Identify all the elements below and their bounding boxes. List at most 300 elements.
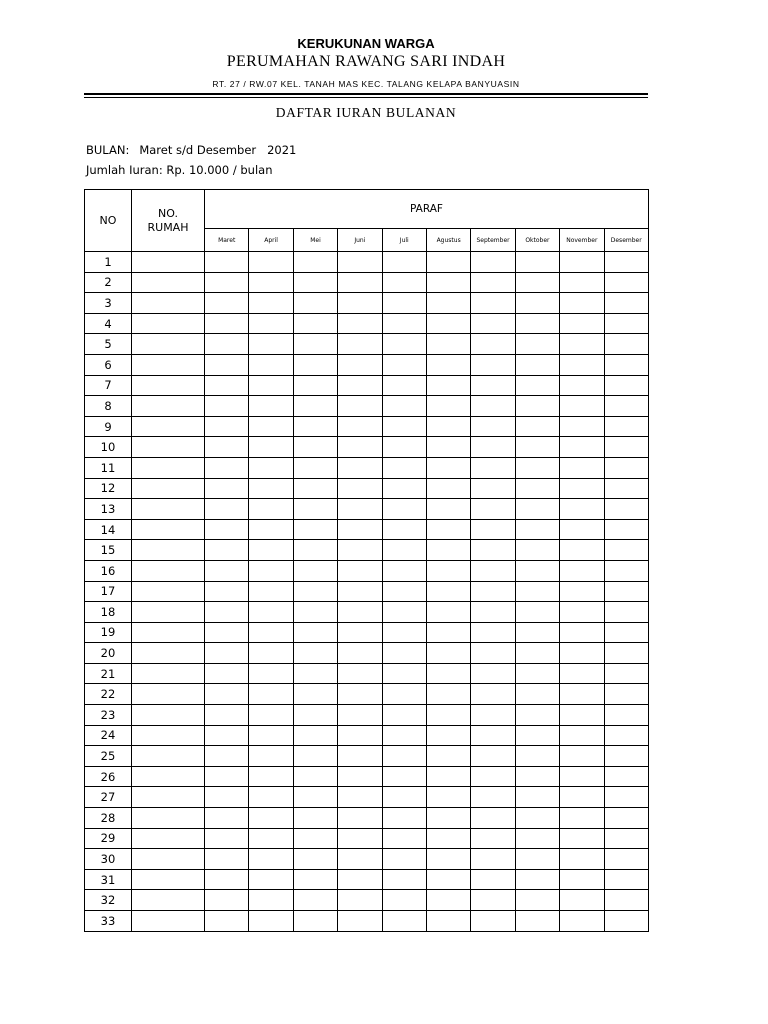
paraf-cell-mei[interactable] [293,828,337,849]
paraf-cell-mei[interactable] [293,705,337,726]
paraf-cell-agustus[interactable] [426,643,470,664]
paraf-cell-desember[interactable] [604,313,648,334]
paraf-cell-november[interactable] [560,622,604,643]
paraf-cell-juni[interactable] [338,252,382,273]
paraf-cell-september[interactable] [471,519,515,540]
paraf-cell-juni[interactable] [338,457,382,478]
paraf-cell-juli[interactable] [382,560,426,581]
paraf-cell-september[interactable] [471,869,515,890]
paraf-cell-juli[interactable] [382,581,426,602]
paraf-cell-april[interactable] [249,746,293,767]
paraf-cell-maret[interactable] [205,622,249,643]
paraf-cell-april[interactable] [249,540,293,561]
paraf-cell-april[interactable] [249,396,293,417]
paraf-cell-maret[interactable] [205,766,249,787]
paraf-cell-desember[interactable] [604,705,648,726]
paraf-cell-juli[interactable] [382,890,426,911]
paraf-cell-oktober[interactable] [515,560,559,581]
paraf-cell-april[interactable] [249,622,293,643]
paraf-cell-desember[interactable] [604,643,648,664]
paraf-cell-juli[interactable] [382,622,426,643]
paraf-cell-oktober[interactable] [515,540,559,561]
paraf-cell-juli[interactable] [382,416,426,437]
paraf-cell-agustus[interactable] [426,354,470,375]
paraf-cell-desember[interactable] [604,416,648,437]
house-number-cell[interactable] [132,252,205,273]
paraf-cell-mei[interactable] [293,272,337,293]
paraf-cell-november[interactable] [560,457,604,478]
house-number-cell[interactable] [132,766,205,787]
paraf-cell-maret[interactable] [205,437,249,458]
paraf-cell-november[interactable] [560,396,604,417]
paraf-cell-desember[interactable] [604,354,648,375]
paraf-cell-september[interactable] [471,560,515,581]
paraf-cell-september[interactable] [471,746,515,767]
paraf-cell-agustus[interactable] [426,396,470,417]
paraf-cell-agustus[interactable] [426,272,470,293]
paraf-cell-juni[interactable] [338,766,382,787]
paraf-cell-mei[interactable] [293,643,337,664]
paraf-cell-mei[interactable] [293,808,337,829]
paraf-cell-oktober[interactable] [515,519,559,540]
paraf-cell-juni[interactable] [338,519,382,540]
paraf-cell-juni[interactable] [338,437,382,458]
paraf-cell-maret[interactable] [205,252,249,273]
paraf-cell-mei[interactable] [293,849,337,870]
paraf-cell-agustus[interactable] [426,293,470,314]
paraf-cell-desember[interactable] [604,869,648,890]
paraf-cell-agustus[interactable] [426,519,470,540]
house-number-cell[interactable] [132,560,205,581]
paraf-cell-mei[interactable] [293,334,337,355]
paraf-cell-mei[interactable] [293,766,337,787]
paraf-cell-agustus[interactable] [426,416,470,437]
paraf-cell-agustus[interactable] [426,478,470,499]
house-number-cell[interactable] [132,540,205,561]
house-number-cell[interactable] [132,499,205,520]
paraf-cell-mei[interactable] [293,581,337,602]
paraf-cell-september[interactable] [471,766,515,787]
paraf-cell-november[interactable] [560,375,604,396]
paraf-cell-desember[interactable] [604,622,648,643]
paraf-cell-maret[interactable] [205,849,249,870]
paraf-cell-desember[interactable] [604,602,648,623]
paraf-cell-desember[interactable] [604,457,648,478]
paraf-cell-april[interactable] [249,519,293,540]
paraf-cell-september[interactable] [471,354,515,375]
paraf-cell-mei[interactable] [293,622,337,643]
paraf-cell-maret[interactable] [205,499,249,520]
house-number-cell[interactable] [132,437,205,458]
paraf-cell-juli[interactable] [382,437,426,458]
paraf-cell-juni[interactable] [338,313,382,334]
paraf-cell-desember[interactable] [604,540,648,561]
paraf-cell-oktober[interactable] [515,478,559,499]
paraf-cell-juni[interactable] [338,787,382,808]
paraf-cell-april[interactable] [249,890,293,911]
paraf-cell-november[interactable] [560,663,604,684]
paraf-cell-april[interactable] [249,663,293,684]
paraf-cell-september[interactable] [471,272,515,293]
paraf-cell-mei[interactable] [293,416,337,437]
paraf-cell-maret[interactable] [205,787,249,808]
paraf-cell-mei[interactable] [293,746,337,767]
paraf-cell-mei[interactable] [293,602,337,623]
paraf-cell-desember[interactable] [604,252,648,273]
paraf-cell-november[interactable] [560,808,604,829]
paraf-cell-juni[interactable] [338,705,382,726]
paraf-cell-november[interactable] [560,849,604,870]
paraf-cell-oktober[interactable] [515,828,559,849]
house-number-cell[interactable] [132,869,205,890]
paraf-cell-september[interactable] [471,396,515,417]
paraf-cell-juni[interactable] [338,416,382,437]
paraf-cell-september[interactable] [471,684,515,705]
paraf-cell-juni[interactable] [338,581,382,602]
paraf-cell-oktober[interactable] [515,911,559,932]
paraf-cell-november[interactable] [560,643,604,664]
paraf-cell-juni[interactable] [338,334,382,355]
paraf-cell-maret[interactable] [205,808,249,829]
paraf-cell-april[interactable] [249,602,293,623]
paraf-cell-desember[interactable] [604,272,648,293]
paraf-cell-april[interactable] [249,725,293,746]
paraf-cell-november[interactable] [560,602,604,623]
house-number-cell[interactable] [132,643,205,664]
paraf-cell-mei[interactable] [293,787,337,808]
house-number-cell[interactable] [132,375,205,396]
paraf-cell-maret[interactable] [205,869,249,890]
paraf-cell-november[interactable] [560,911,604,932]
paraf-cell-oktober[interactable] [515,437,559,458]
paraf-cell-maret[interactable] [205,540,249,561]
paraf-cell-november[interactable] [560,499,604,520]
paraf-cell-september[interactable] [471,622,515,643]
paraf-cell-juli[interactable] [382,828,426,849]
paraf-cell-juni[interactable] [338,890,382,911]
paraf-cell-juni[interactable] [338,602,382,623]
paraf-cell-november[interactable] [560,293,604,314]
paraf-cell-juni[interactable] [338,540,382,561]
paraf-cell-oktober[interactable] [515,252,559,273]
paraf-cell-maret[interactable] [205,396,249,417]
paraf-cell-april[interactable] [249,828,293,849]
paraf-cell-juni[interactable] [338,849,382,870]
house-number-cell[interactable] [132,705,205,726]
house-number-cell[interactable] [132,354,205,375]
house-number-cell[interactable] [132,828,205,849]
paraf-cell-oktober[interactable] [515,849,559,870]
paraf-cell-juli[interactable] [382,457,426,478]
paraf-cell-agustus[interactable] [426,705,470,726]
paraf-cell-april[interactable] [249,766,293,787]
paraf-cell-juli[interactable] [382,252,426,273]
paraf-cell-juni[interactable] [338,293,382,314]
paraf-cell-oktober[interactable] [515,766,559,787]
paraf-cell-november[interactable] [560,725,604,746]
paraf-cell-november[interactable] [560,869,604,890]
paraf-cell-november[interactable] [560,787,604,808]
paraf-cell-juli[interactable] [382,272,426,293]
paraf-cell-desember[interactable] [604,684,648,705]
paraf-cell-agustus[interactable] [426,581,470,602]
house-number-cell[interactable] [132,725,205,746]
paraf-cell-juli[interactable] [382,375,426,396]
paraf-cell-juli[interactable] [382,725,426,746]
paraf-cell-maret[interactable] [205,911,249,932]
house-number-cell[interactable] [132,272,205,293]
paraf-cell-oktober[interactable] [515,725,559,746]
paraf-cell-april[interactable] [249,457,293,478]
paraf-cell-juli[interactable] [382,663,426,684]
paraf-cell-desember[interactable] [604,808,648,829]
paraf-cell-april[interactable] [249,354,293,375]
paraf-cell-april[interactable] [249,313,293,334]
paraf-cell-november[interactable] [560,560,604,581]
house-number-cell[interactable] [132,849,205,870]
paraf-cell-agustus[interactable] [426,869,470,890]
paraf-cell-april[interactable] [249,437,293,458]
paraf-cell-mei[interactable] [293,540,337,561]
paraf-cell-september[interactable] [471,911,515,932]
paraf-cell-agustus[interactable] [426,663,470,684]
paraf-cell-november[interactable] [560,519,604,540]
paraf-cell-november[interactable] [560,540,604,561]
paraf-cell-agustus[interactable] [426,437,470,458]
paraf-cell-september[interactable] [471,313,515,334]
paraf-cell-juli[interactable] [382,684,426,705]
paraf-cell-mei[interactable] [293,293,337,314]
paraf-cell-september[interactable] [471,499,515,520]
house-number-cell[interactable] [132,663,205,684]
paraf-cell-juni[interactable] [338,643,382,664]
paraf-cell-september[interactable] [471,705,515,726]
house-number-cell[interactable] [132,808,205,829]
paraf-cell-juli[interactable] [382,334,426,355]
paraf-cell-juni[interactable] [338,663,382,684]
paraf-cell-agustus[interactable] [426,808,470,829]
paraf-cell-oktober[interactable] [515,705,559,726]
paraf-cell-september[interactable] [471,808,515,829]
paraf-cell-mei[interactable] [293,478,337,499]
paraf-cell-november[interactable] [560,437,604,458]
house-number-cell[interactable] [132,581,205,602]
paraf-cell-november[interactable] [560,334,604,355]
paraf-cell-maret[interactable] [205,890,249,911]
paraf-cell-oktober[interactable] [515,808,559,829]
paraf-cell-november[interactable] [560,828,604,849]
paraf-cell-mei[interactable] [293,396,337,417]
paraf-cell-april[interactable] [249,375,293,396]
paraf-cell-juli[interactable] [382,354,426,375]
paraf-cell-agustus[interactable] [426,684,470,705]
paraf-cell-mei[interactable] [293,519,337,540]
paraf-cell-oktober[interactable] [515,375,559,396]
paraf-cell-november[interactable] [560,746,604,767]
paraf-cell-juni[interactable] [338,808,382,829]
paraf-cell-maret[interactable] [205,519,249,540]
paraf-cell-agustus[interactable] [426,252,470,273]
house-number-cell[interactable] [132,622,205,643]
paraf-cell-oktober[interactable] [515,396,559,417]
paraf-cell-mei[interactable] [293,252,337,273]
paraf-cell-desember[interactable] [604,746,648,767]
paraf-cell-agustus[interactable] [426,766,470,787]
paraf-cell-april[interactable] [249,499,293,520]
paraf-cell-agustus[interactable] [426,334,470,355]
paraf-cell-mei[interactable] [293,437,337,458]
paraf-cell-oktober[interactable] [515,354,559,375]
paraf-cell-desember[interactable] [604,334,648,355]
paraf-cell-juli[interactable] [382,396,426,417]
paraf-cell-april[interactable] [249,849,293,870]
paraf-cell-maret[interactable] [205,457,249,478]
paraf-cell-oktober[interactable] [515,890,559,911]
paraf-cell-september[interactable] [471,540,515,561]
paraf-cell-desember[interactable] [604,396,648,417]
paraf-cell-oktober[interactable] [515,293,559,314]
paraf-cell-desember[interactable] [604,560,648,581]
paraf-cell-oktober[interactable] [515,272,559,293]
house-number-cell[interactable] [132,396,205,417]
paraf-cell-maret[interactable] [205,375,249,396]
paraf-cell-agustus[interactable] [426,849,470,870]
paraf-cell-juni[interactable] [338,746,382,767]
paraf-cell-oktober[interactable] [515,787,559,808]
paraf-cell-juni[interactable] [338,272,382,293]
paraf-cell-oktober[interactable] [515,499,559,520]
paraf-cell-juli[interactable] [382,869,426,890]
paraf-cell-juli[interactable] [382,705,426,726]
paraf-cell-juli[interactable] [382,746,426,767]
paraf-cell-desember[interactable] [604,375,648,396]
house-number-cell[interactable] [132,478,205,499]
paraf-cell-april[interactable] [249,560,293,581]
house-number-cell[interactable] [132,457,205,478]
paraf-cell-mei[interactable] [293,869,337,890]
paraf-cell-september[interactable] [471,643,515,664]
paraf-cell-mei[interactable] [293,890,337,911]
paraf-cell-maret[interactable] [205,705,249,726]
paraf-cell-desember[interactable] [604,787,648,808]
paraf-cell-maret[interactable] [205,828,249,849]
paraf-cell-oktober[interactable] [515,622,559,643]
paraf-cell-agustus[interactable] [426,746,470,767]
paraf-cell-agustus[interactable] [426,725,470,746]
paraf-cell-juni[interactable] [338,911,382,932]
paraf-cell-desember[interactable] [604,725,648,746]
paraf-cell-april[interactable] [249,272,293,293]
house-number-cell[interactable] [132,313,205,334]
house-number-cell[interactable] [132,602,205,623]
paraf-cell-oktober[interactable] [515,684,559,705]
paraf-cell-juni[interactable] [338,725,382,746]
paraf-cell-agustus[interactable] [426,787,470,808]
paraf-cell-juli[interactable] [382,478,426,499]
paraf-cell-oktober[interactable] [515,313,559,334]
house-number-cell[interactable] [132,416,205,437]
house-number-cell[interactable] [132,519,205,540]
paraf-cell-maret[interactable] [205,663,249,684]
paraf-cell-november[interactable] [560,684,604,705]
paraf-cell-juli[interactable] [382,540,426,561]
paraf-cell-juni[interactable] [338,622,382,643]
paraf-cell-juni[interactable] [338,396,382,417]
paraf-cell-oktober[interactable] [515,746,559,767]
paraf-cell-november[interactable] [560,272,604,293]
paraf-cell-maret[interactable] [205,313,249,334]
paraf-cell-juni[interactable] [338,499,382,520]
paraf-cell-april[interactable] [249,869,293,890]
paraf-cell-agustus[interactable] [426,499,470,520]
paraf-cell-juni[interactable] [338,375,382,396]
paraf-cell-juli[interactable] [382,293,426,314]
house-number-cell[interactable] [132,334,205,355]
paraf-cell-april[interactable] [249,334,293,355]
paraf-cell-november[interactable] [560,252,604,273]
paraf-cell-desember[interactable] [604,293,648,314]
paraf-cell-april[interactable] [249,416,293,437]
paraf-cell-maret[interactable] [205,293,249,314]
paraf-cell-desember[interactable] [604,663,648,684]
paraf-cell-maret[interactable] [205,478,249,499]
paraf-cell-september[interactable] [471,457,515,478]
house-number-cell[interactable] [132,684,205,705]
paraf-cell-juli[interactable] [382,519,426,540]
paraf-cell-november[interactable] [560,581,604,602]
paraf-cell-september[interactable] [471,293,515,314]
paraf-cell-agustus[interactable] [426,457,470,478]
paraf-cell-oktober[interactable] [515,581,559,602]
paraf-cell-maret[interactable] [205,354,249,375]
paraf-cell-mei[interactable] [293,725,337,746]
paraf-cell-maret[interactable] [205,334,249,355]
paraf-cell-november[interactable] [560,766,604,787]
paraf-cell-juni[interactable] [338,828,382,849]
paraf-cell-desember[interactable] [604,499,648,520]
paraf-cell-september[interactable] [471,663,515,684]
paraf-cell-september[interactable] [471,252,515,273]
paraf-cell-maret[interactable] [205,746,249,767]
paraf-cell-agustus[interactable] [426,911,470,932]
paraf-cell-juni[interactable] [338,478,382,499]
paraf-cell-september[interactable] [471,602,515,623]
paraf-cell-juli[interactable] [382,808,426,829]
paraf-cell-november[interactable] [560,890,604,911]
paraf-cell-mei[interactable] [293,354,337,375]
paraf-cell-april[interactable] [249,705,293,726]
paraf-cell-april[interactable] [249,787,293,808]
paraf-cell-desember[interactable] [604,519,648,540]
paraf-cell-juni[interactable] [338,869,382,890]
paraf-cell-maret[interactable] [205,560,249,581]
paraf-cell-desember[interactable] [604,911,648,932]
paraf-cell-april[interactable] [249,684,293,705]
paraf-cell-maret[interactable] [205,643,249,664]
paraf-cell-april[interactable] [249,478,293,499]
paraf-cell-agustus[interactable] [426,890,470,911]
paraf-cell-november[interactable] [560,705,604,726]
paraf-cell-mei[interactable] [293,911,337,932]
paraf-cell-september[interactable] [471,581,515,602]
paraf-cell-agustus[interactable] [426,622,470,643]
paraf-cell-juli[interactable] [382,911,426,932]
paraf-cell-juni[interactable] [338,354,382,375]
paraf-cell-oktober[interactable] [515,416,559,437]
paraf-cell-oktober[interactable] [515,869,559,890]
paraf-cell-september[interactable] [471,334,515,355]
paraf-cell-maret[interactable] [205,581,249,602]
